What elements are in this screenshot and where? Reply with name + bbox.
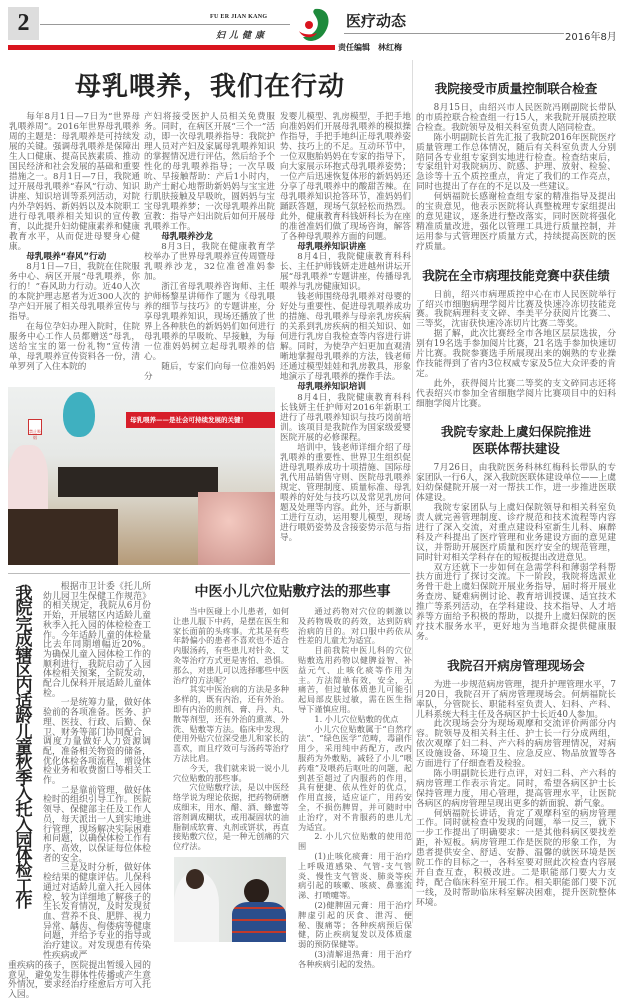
- paragraph: 此次现场会分为现场观摩和交流评价两部分内容。院领导及相关科主任、护士长一行分成两组，依次观摩了妇二科、产六科的病房管理情况，对病区设施设备、环境卫生、应急反应、物品放置等各方面进行了仔细查看及检验。: [416, 719, 616, 770]
- paragraph: 日前，绍兴市病理质控中心在市人民医院举行了绍兴市细胞病理学阅片比赛及快速冷冻切技能竞赛。我院病理科支文碎、李美平分获阅片比赛二、三等奖，沈宙获快速冷冻切片比赛二等奖。: [416, 289, 616, 330]
- checkup-body: [43, 583, 151, 961]
- right-article: [416, 657, 616, 909]
- header-rule-right: [344, 33, 564, 34]
- article-title: 我院在全市病理技能竞赛中获佳绩: [422, 267, 610, 283]
- subheading: 母乳喂养沙龙: [161, 232, 213, 242]
- child-head: [244, 879, 269, 904]
- paragraph: 通过药物对穴位的刺激以及药物吸收的药效，达到防病治病的目的。对口服中药依从性差的儿童尤为适宜。: [298, 606, 412, 646]
- paragraph: (3)清解退热膏：用于治疗各种疾病引起的发热。: [298, 948, 412, 969]
- paragraph: 浙江省母乳喂养咨询师、主任护师杨黎星讲师作了题为《母乳喂养的细节与技巧》的专题讲座，分享母乳喂养知识，现场还播放了世界上各种肤色的新妈妈们如何进行母乳喂养的早吸吮、早接触，为每一位准妈妈树立起母乳喂养的信心。: [144, 282, 275, 363]
- editor-credit: 责任编辑 林红梅: [338, 43, 402, 52]
- checkup-title: 我院完成辖区内适龄儿童秋季入托入园体检工作: [15, 584, 33, 913]
- paragraph: 发婴儿模型、乳房模型，手把手地向准妈妈们开展母乳喂养的模拟操作指导，手把手地纠正母乳喂养姿势、技巧上的不足。互动环节中，一位双胞胎妈妈在专家的指导下，向大家展示环抱式母乳喂养姿势；一位产后迅速恢复体形的新妈妈还分享了母乳喂养中的酸甜苦辣。在母乳喂养知识抢答环节，准妈妈们踊跃答题，现场气氛轻松而热烈。此外，健康教育科钱妍科长为在座的准爸准妈们做了现场咨询，解答了各种母乳喂养方面的问题。: [280, 112, 411, 242]
- balloon: [63, 392, 95, 437]
- paragraph: 8月4日，我院健康教育科科长、主任护师钱妍走进越州讲坛开展“母乳喂养”专题讲座，传播母乳喂养与乳房健康知识。: [280, 252, 411, 293]
- article-title-line2: 医联体帮扶建设: [472, 441, 560, 457]
- paragraph: 何炳福院长感谢检查组专家的精准指导及提出的宝贵意见，他表示医院将认真整梳理专家组提出的意见建议，逐条进行整改落实，同时医院将强化精准质量改进，强化以管理工具进行质量控制，并运用参与式管理医疗质量方式，持续提高医院的医疗质量。: [416, 192, 616, 252]
- paragraph: 其实中医治病的方法是多种多样的，既有内治，还有外治。即有内治的煎剂、膏、丹、丸、散等剂型，还有外治的熏蒸、外洗、贴敷等方法。临床中发现，使用外贴穴位深受患儿和家长的喜欢，而且疗效可与汤药等治疗方法比肩。: [173, 684, 289, 763]
- paragraph: 双方还就下一步如何在急需学科和薄弱学科帮扶方面进行了探讨交流。下一阶段，我院将选派业务骨干赴上虞妇保院开展业务指导，届时将开展业务查房、疑难病例讨论、教育培训授课、适宜技术推广等系列活动，在学科建设、技术指导、人才培养等方面给予积极的帮助，以提升上虞妇保院的医疗技术服务水平，更好地为当地群众提供健康服务。: [416, 562, 616, 642]
- paragraph: 每年8月1日—7日为“世界母乳喂养周”。2016年世界母乳喂养周的主题是：母乳喂养是可持续发展的关键。强调母乳喂养是保障出生人口健康、提高民族素质、推动国民经济和社会发展的基础和重要措施之一。8月1日—7日，我院通过开展母乳喂养“春风”行动、知识讲座、知识培训等系列活动，对院内外孕妈妈、新妈妈以及本院职工进行母乳喂养相关知识的宣传教育，以此提升妇幼健康素养和健康教育水平，从而促进母婴身心健康。: [9, 112, 140, 252]
- paragraph: 何炳福院长讲话，肯定了观摩科室的病房管理工作。同时就检查中发现的问题，举一反三，就下一步工作提出了明确要求：一是其他科病区要找差距，补短板。病房管理工作是医院的形象工作，为患者提供安全、舒适、安静、温馨的就医环境是医院工作的目标之一，各科室要对照此次检查内容展开自查互查，积极改进。二是职能部门要大力支持，配合临床科室开展工作。相关职能部门要下沉一线，及时帮助临床科室解决困难，提升医院整体环境。: [416, 808, 616, 908]
- paragraph: 二是靠前管理，做好体检时的组织引导工作。医院领导、保健部主任及工作人员，每天派出一人到实地进行管理，现场解决实际困难和问题，以确保体检工作有序、高效，以保证每位体检者的安全。: [43, 785, 151, 864]
- paragraph: 为进一步规范病房管理，提升护理管理水平，7月20日，我院召开了病房管理现场会。何炳福院长率队，分管院长、职能科室负责人、妇科、产科、儿科系统大科主任及各病区护士长近40人参加。: [416, 679, 616, 720]
- paragraph: 一是统筹力量，做好体验前的各项准备。医务、护理、医技、行政、后勤、保卫、财务等部门协同配合，调度力量做好人力资源调配，准备相关物资的储备，优化体检各项流程，增设体检业务和收费窗口等相关工作。: [43, 698, 151, 787]
- tcm-treatment-photo: [174, 857, 286, 942]
- breastfeeding-salon-photo: [8, 387, 275, 565]
- no-smoking-sign: 禁止吸烟: [28, 419, 42, 435]
- paragraph: 1. 小儿穴位贴敷的优点: [314, 713, 399, 724]
- paragraph: 8月3日，我院在健康教育学校举办了世界母乳喂养宣传周暨母乳喂养沙龙，32位准爸准妈参加。: [144, 242, 275, 283]
- subheading: 母乳喂养知识讲座: [297, 242, 366, 252]
- paragraph: 穴位贴敷疗法，是以中医经络学说为理论依据，把药物研磨成细末，用水、醋、酒、蜂蜜等溶剂调成糊状，或用凝固状的油脂制成软膏、丸剂或饼状，再直接贴敷穴位，是一种无创痛的穴位疗法。: [173, 782, 289, 852]
- paragraph: 产妇将接受医护人员相关免费服务。同时，在病区开展“三个一”活动，即一次母乳喂养指导：我院护理人员对产妇及家属母乳喂养知识的掌握情况进行评估，然后给予个性化的母乳喂养指导；一次早吸吮、早接触帮助：产后1小时内，助产士耐心地帮助新妈妈与宝宝进行肌肤接触及早吸吮，圆妈妈与宝宝母乳喂养梦；一次母乳喂养出院宣教：指导产妇出院后如何开展母乳喂养工作。: [144, 112, 275, 232]
- paragraph: 我院专家团队与上虞妇保院领导和相关科室负责人就完善管理制度、诊疗规范和技术流程等内容进行了深入交流，对重点建设科室新生儿科、麻醉科及产科提出了医疗管理和业务建设方面的意见建议，并帮助开展医疗质量和医疗安全的规范管理，同时针对相关学科存在的短板提出改进意见。: [416, 503, 616, 563]
- checkup-tail: 重疾病的孩子，医院提出暂缓入园的意见，避免发生群体性传播或产生意外情况，要求经治疗痊愈后方可入托入园。: [8, 961, 151, 1001]
- section-title: 医疗动态: [346, 12, 407, 30]
- paragraph: 陈小明副院长首先汇报了我院2016年医院医疗质量管理工作总体情况，随后有关科室负责人分别陪同各专业组专家到实地进行检查。检查结束后，专家组针对我院病历、院感、护理、放射、检验、急诊等十五个质控重点，肯定了我们的工作亮点，同时也提出了存在的不足以及一些建议。: [416, 132, 616, 193]
- right-article: [416, 267, 616, 410]
- article-title: 我院召开病房管理现场会: [447, 657, 585, 673]
- right-column: [416, 80, 616, 923]
- main-article-col2: [144, 112, 275, 382]
- paragraph: 根据市卫计委《托儿所幼儿园卫生保健工作规范》的相关规定，我院从6月份开始，开展辖区内适龄儿童秋季入托入园的体检检查工作。今年适龄儿童的体检量比去年同期增幅近20%。为确保儿童入园体检工作的顺利进行，我院启动了入园体检相关预案，全院发动，配合儿保科开展适龄儿童体检。: [43, 582, 151, 699]
- paragraph: 目前我院中医儿科的穴位贴敷选用药物以健脾益智、补益元气、止咳化痰等作用为主。方法简单有效，安全，无痛苦，但过敏体质患儿可能引起局部皮肤过敏，需在医生指导下谨慎应用。: [298, 645, 412, 714]
- brand-pinyin: FU ER JIAN KANG: [210, 14, 268, 20]
- paragraph: 2. 小儿穴位贴敷的使用范围: [298, 831, 412, 852]
- article-body: [416, 681, 616, 909]
- main-article-col1: [9, 112, 140, 372]
- paragraph: 8月1日—7日，我院在住院服务中心、病区开展“母乳喂养，你行的！”春风助力行动。近40人次的本院护理志愿者为近300人次的孕产妇开展了相关母乳喂养宣传与指导。: [9, 262, 140, 323]
- paragraph: 陈小明副院长进行点评，对妇二科、产六科的病房管理工作表示肯定。同时，希望各病区护士长保持管理力度，用心管理，提高管理水平，让医院各病区的病房管理呈现出更多的新面貌、新气象。: [416, 768, 616, 809]
- paragraph: (2)健脾固元膏：用于治疗脾虚引起的厌食、泄泻、便秘、腹痛等；各种疾病预后保健，防止疾病复发以及体质虚弱的预防保健等。: [298, 899, 412, 950]
- subheading: 母乳喂养知识培训: [297, 382, 366, 393]
- baby-models: [198, 492, 275, 565]
- paragraph: 小儿穴位贴敷属于“自然疗法”、“绿色医学”范畴，毒副作用少，采用纯中药配方，改内服药为外敷贴，减轻了小儿“喂药难”及喂药后呕吐的问题，起到甚至超过了内服药的作用，具有便捷、依从性好的优点，作用直接，适应证广，用药安全，不损伤脾胃，并可随时中止治疗，对不肯服药的患儿尤为适宜。: [298, 723, 412, 832]
- podium: [8, 509, 118, 565]
- article-title: 我院专家赴上虞妇保院推进: [440, 424, 591, 440]
- paragraph: 在每位孕妇办理入院时，住院服务中心工作人员都赠送“母乳，送给宝宝的第一份礼物”宣传清单，母乳喂养宣传资料各一份，清单罗列了入住本院的: [9, 322, 140, 373]
- paragraph: 随后，专家们向每一位准妈妈分: [144, 362, 275, 383]
- article-body: [416, 464, 616, 642]
- photo-banner: 母乳喂养——是社会可持续发展的关键！: [126, 412, 275, 428]
- right-article: [416, 80, 616, 253]
- subheading: 母乳喂养“春风”行动: [26, 252, 107, 262]
- divider: [8, 573, 410, 574]
- tcm-col-b: [298, 607, 412, 969]
- paragraph: 三是及时分析，做好体检结果的健康评估。儿保科通过对适龄儿童入托入园体检，较为详细地了解孩子的生长发育情况，及时发现贫血、营养不良、肥胖、视力异常、龋齿、佝偻病等健康问题，并给予专业的指导或治疗建议。对发现患有传染性疾病或严: [43, 863, 151, 961]
- paragraph: 培训中，钱老师详细介绍了母乳喂养的重要性、世界卫生组织促进母乳喂养成功十项措施、国际母乳代用品销售守则、医院母乳喂养规定、管理制度、质量标准、母乳喂养的好处与技巧以及常见乳房问题及处理等内容。此外，还与新职工进行互动，运用婴儿模型，现场进行喂奶姿势及含接姿势示范与指导。: [280, 442, 411, 543]
- paragraph: 钱老师围绕母乳喂养对母婴的好处与重要性、促进母乳喂养成功的措施、母乳喂养与母亲乳房疾病的关系到乳房疾病的相关知识、如何进行乳房自我检查等内容进行讲解。同时，为使孕产妇更加直观清晰地掌握母乳喂养的方法，钱老师还通过模型娃娃和乳房教具，形象地演示了母乳喂养的操作手法。: [280, 292, 411, 383]
- tcm-col-a: [173, 607, 289, 852]
- main-article-col3: [280, 112, 411, 543]
- issue-date: 2016年8月: [565, 32, 617, 43]
- paragraph: 8月4日，我院健康教育科科长钱妍主任护师对2016年新职工进行了母乳喂养知识与技巧岗前培训。该项目是我院作为国家级爱婴医院开展的必修课程。: [280, 392, 411, 443]
- table: [58, 467, 218, 497]
- article-body: [416, 104, 616, 253]
- tcm-title: 中医小儿穴位贴敷疗法的那些事: [194, 584, 391, 600]
- paragraph: 此外，获得阅片比赛二等奖的支文碎同志还将代表绍兴市参加全省细胞学阅片比赛项目中的妇科细胞学阅片比赛。: [416, 378, 616, 409]
- article-body: [416, 291, 616, 410]
- main-article-title: 母乳喂养，我们在行动: [74, 72, 345, 102]
- paragraph: 当中医碰上小儿患者，如何让患儿服下中药，是摆在医生和家长面前的头疼事。尤其是有些年龄偏小的患者不喜欢也不适合内服汤药，有些患儿对针灸、艾灸等治疗方式更是害怕、恐惧。那么，对患儿可以选择哪些中医治疗的方法呢？: [173, 606, 289, 685]
- paragraph: 8月15日，由绍兴市人民医院冯刚副院长带队的市质控联合检查组一行15人，来我院开展质控联合检查。我院领导及相关科室负责人陪同检查。: [416, 103, 616, 133]
- logo-icon: [295, 5, 335, 45]
- header-rule: [40, 24, 290, 25]
- paragraph: 7月26日，由我院医务科林红梅科长带队的专家团队一行6人，深入我院医联体建设单位——上虞妇幼保健院开展一对一帮扶工作，进一步推进医联体建设。: [416, 463, 616, 504]
- red-bar: [8, 45, 335, 50]
- column-divider: [412, 60, 413, 923]
- right-article: [416, 423, 616, 642]
- paragraph: 今天，我们就来说一说小儿穴位贴敷的那些事。: [173, 762, 289, 783]
- article-title: 我院接受市质量控制联合检查: [434, 81, 598, 96]
- paragraph: 据了解，此次比赛经全市各地区层层选拔，分别有19名选手参加阅片比赛，21名选手参加快速切片比赛。我院参赛选手所展现出来的娴熟的专业操作技能得到了省内3位权威专家及5位大众评委的肯定。: [416, 329, 616, 379]
- page-number: 2: [8, 7, 39, 40]
- child: [232, 902, 286, 942]
- doctor-head: [186, 869, 204, 889]
- paragraph: (1)止咳化痰膏：用于治疗上呼吸道感染、气管-支气管炎、慢性支气管炎、肺炎等疾病引起的咳嗽、咳痰、鼻塞流涕、打喷嚏等。: [298, 850, 412, 901]
- brand-name: 妇儿健康: [216, 31, 269, 41]
